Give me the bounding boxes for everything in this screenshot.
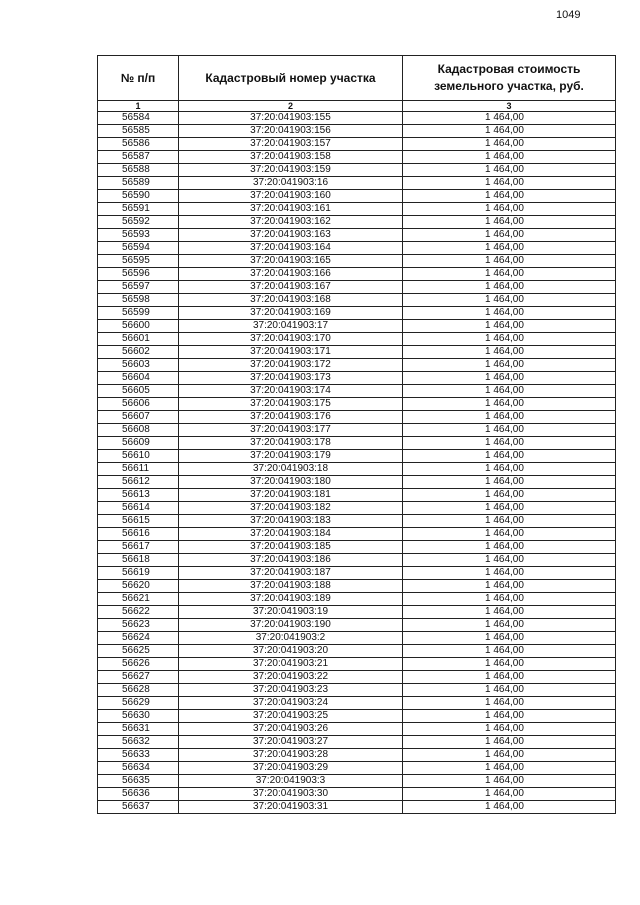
row-number: 56607 <box>98 411 179 424</box>
table-row <box>98 320 616 333</box>
table-row <box>98 203 616 216</box>
header-cadastral-value: Кадастровая стоимость земельного участка, руб. <box>403 56 616 101</box>
row-number: 56599 <box>98 307 179 320</box>
cadastral-value: 1 464,00 <box>403 463 616 476</box>
cadastral-number: 37:20:041903:162 <box>179 216 403 229</box>
row-number: 56589 <box>98 177 179 190</box>
row-number: 56616 <box>98 528 179 541</box>
table-row <box>98 346 616 359</box>
cadastral-number: 37:20:041903:2 <box>179 632 403 645</box>
cadastral-number: 37:20:041903:16 <box>179 177 403 190</box>
cadastral-number: 37:20:041903:187 <box>179 567 403 580</box>
row-number: 56629 <box>98 697 179 710</box>
table-row <box>98 190 616 203</box>
cadastral-value: 1 464,00 <box>403 385 616 398</box>
row-number: 56605 <box>98 385 179 398</box>
row-number: 56593 <box>98 229 179 242</box>
table-row <box>98 593 616 606</box>
cadastral-number: 37:20:041903:161 <box>179 203 403 216</box>
cadastral-value: 1 464,00 <box>403 541 616 554</box>
row-number: 56588 <box>98 164 179 177</box>
cadastral-number: 37:20:041903:189 <box>179 593 403 606</box>
row-number: 56621 <box>98 593 179 606</box>
cadastral-value: 1 464,00 <box>403 606 616 619</box>
table-row <box>98 528 616 541</box>
cadastral-number: 37:20:041903:23 <box>179 684 403 697</box>
cadastral-number: 37:20:041903:168 <box>179 294 403 307</box>
column-number: 1 <box>98 101 179 112</box>
table-row <box>98 697 616 710</box>
row-number: 56620 <box>98 580 179 593</box>
row-number: 56584 <box>98 112 179 125</box>
cadastral-value: 1 464,00 <box>403 710 616 723</box>
table-row <box>98 684 616 697</box>
cadastral-number: 37:20:041903:177 <box>179 424 403 437</box>
cadastral-value: 1 464,00 <box>403 567 616 580</box>
cadastral-value: 1 464,00 <box>403 645 616 658</box>
table-row <box>98 788 616 801</box>
cadastral-value: 1 464,00 <box>403 671 616 684</box>
row-number: 56624 <box>98 632 179 645</box>
cadastral-number: 37:20:041903:28 <box>179 749 403 762</box>
table-row <box>98 515 616 528</box>
row-number: 56615 <box>98 515 179 528</box>
cadastral-value: 1 464,00 <box>403 762 616 775</box>
table-row <box>98 359 616 372</box>
cadastral-number: 37:20:041903:188 <box>179 580 403 593</box>
cadastral-value: 1 464,00 <box>403 125 616 138</box>
row-number: 56591 <box>98 203 179 216</box>
table-row <box>98 658 616 671</box>
cadastral-value: 1 464,00 <box>403 112 616 125</box>
row-number: 56627 <box>98 671 179 684</box>
cadastral-number: 37:20:041903:164 <box>179 242 403 255</box>
table-row <box>98 476 616 489</box>
table-row <box>98 294 616 307</box>
cadastral-value: 1 464,00 <box>403 268 616 281</box>
row-number: 56594 <box>98 242 179 255</box>
row-number: 56608 <box>98 424 179 437</box>
row-number: 56586 <box>98 138 179 151</box>
table-row <box>98 463 616 476</box>
cadastral-value: 1 464,00 <box>403 320 616 333</box>
row-number: 56587 <box>98 151 179 164</box>
cadastral-number: 37:20:041903:185 <box>179 541 403 554</box>
cadastral-value: 1 464,00 <box>403 411 616 424</box>
cadastral-value: 1 464,00 <box>403 216 616 229</box>
table-row <box>98 281 616 294</box>
table-row <box>98 411 616 424</box>
cadastral-value: 1 464,00 <box>403 450 616 463</box>
row-number: 56633 <box>98 749 179 762</box>
cadastral-value: 1 464,00 <box>403 437 616 450</box>
row-number: 56596 <box>98 268 179 281</box>
cadastral-value: 1 464,00 <box>403 697 616 710</box>
row-number: 56606 <box>98 398 179 411</box>
row-number: 56609 <box>98 437 179 450</box>
cadastral-number: 37:20:041903:172 <box>179 359 403 372</box>
row-number: 56622 <box>98 606 179 619</box>
row-number: 56631 <box>98 723 179 736</box>
cadastral-value: 1 464,00 <box>403 177 616 190</box>
row-number: 56635 <box>98 775 179 788</box>
cadastral-number: 37:20:041903:3 <box>179 775 403 788</box>
cadastral-number: 37:20:041903:29 <box>179 762 403 775</box>
cadastral-number: 37:20:041903:178 <box>179 437 403 450</box>
cadastral-value: 1 464,00 <box>403 242 616 255</box>
table-row <box>98 736 616 749</box>
cadastral-number: 37:20:041903:190 <box>179 619 403 632</box>
row-number: 56628 <box>98 684 179 697</box>
table-row <box>98 775 616 788</box>
row-number: 56632 <box>98 736 179 749</box>
cadastral-value: 1 464,00 <box>403 554 616 567</box>
cadastral-value: 1 464,00 <box>403 307 616 320</box>
table-row <box>98 164 616 177</box>
header-row <box>98 56 616 101</box>
cadastral-number: 37:20:041903:182 <box>179 502 403 515</box>
cadastral-number: 37:20:041903:183 <box>179 515 403 528</box>
table-row <box>98 710 616 723</box>
table-row <box>98 437 616 450</box>
row-number: 56610 <box>98 450 179 463</box>
table-row <box>98 489 616 502</box>
cadastral-number: 37:20:041903:171 <box>179 346 403 359</box>
row-number: 56614 <box>98 502 179 515</box>
cadastral-value: 1 464,00 <box>403 580 616 593</box>
row-number: 56637 <box>98 801 179 814</box>
cadastral-value: 1 464,00 <box>403 229 616 242</box>
cadastral-value: 1 464,00 <box>403 476 616 489</box>
table-row <box>98 671 616 684</box>
row-number: 56625 <box>98 645 179 658</box>
table-row <box>98 645 616 658</box>
table-row <box>98 138 616 151</box>
cadastral-number: 37:20:041903:22 <box>179 671 403 684</box>
cadastral-number: 37:20:041903:20 <box>179 645 403 658</box>
cadastral-value: 1 464,00 <box>403 255 616 268</box>
cadastral-value: 1 464,00 <box>403 294 616 307</box>
cadastral-number: 37:20:041903:30 <box>179 788 403 801</box>
cadastral-value: 1 464,00 <box>403 515 616 528</box>
row-number: 56598 <box>98 294 179 307</box>
cadastral-number: 37:20:041903:18 <box>179 463 403 476</box>
cadastral-number: 37:20:041903:167 <box>179 281 403 294</box>
cadastral-value: 1 464,00 <box>403 619 616 632</box>
table-row <box>98 268 616 281</box>
table-row <box>98 216 616 229</box>
cadastral-number: 37:20:041903:175 <box>179 398 403 411</box>
column-number-row <box>98 101 616 112</box>
cadastral-value: 1 464,00 <box>403 749 616 762</box>
cadastral-number: 37:20:041903:176 <box>179 411 403 424</box>
cadastral-number: 37:20:041903:157 <box>179 138 403 151</box>
cadastral-number: 37:20:041903:158 <box>179 151 403 164</box>
table-row <box>98 177 616 190</box>
column-number: 2 <box>179 101 403 112</box>
cadastral-value: 1 464,00 <box>403 502 616 515</box>
cadastral-number: 37:20:041903:24 <box>179 697 403 710</box>
cadastral-number: 37:20:041903:165 <box>179 255 403 268</box>
cadastral-number: 37:20:041903:166 <box>179 268 403 281</box>
table-row <box>98 450 616 463</box>
table-row <box>98 580 616 593</box>
row-number: 56590 <box>98 190 179 203</box>
cadastral-number: 37:20:041903:170 <box>179 333 403 346</box>
cadastral-value: 1 464,00 <box>403 346 616 359</box>
table-row <box>98 762 616 775</box>
table-row <box>98 112 616 125</box>
cadastral-value: 1 464,00 <box>403 424 616 437</box>
cadastral-value: 1 464,00 <box>403 190 616 203</box>
table-row <box>98 398 616 411</box>
row-number: 56636 <box>98 788 179 801</box>
cadastral-value: 1 464,00 <box>403 788 616 801</box>
cadastral-value: 1 464,00 <box>403 528 616 541</box>
table-row <box>98 125 616 138</box>
header-cadastral-number: Кадастровый номер участка <box>179 56 403 101</box>
cadastral-number: 37:20:041903:180 <box>179 476 403 489</box>
cadastral-number: 37:20:041903:17 <box>179 320 403 333</box>
row-number: 56617 <box>98 541 179 554</box>
cadastral-value: 1 464,00 <box>403 333 616 346</box>
table-row <box>98 151 616 164</box>
cadastral-value: 1 464,00 <box>403 684 616 697</box>
row-number: 56604 <box>98 372 179 385</box>
cadastral-value: 1 464,00 <box>403 281 616 294</box>
row-number: 56619 <box>98 567 179 580</box>
row-number: 56630 <box>98 710 179 723</box>
table-row <box>98 723 616 736</box>
table-row <box>98 229 616 242</box>
cadastral-number: 37:20:041903:21 <box>179 658 403 671</box>
cadastral-number: 37:20:041903:169 <box>179 307 403 320</box>
cadastral-value: 1 464,00 <box>403 359 616 372</box>
cadastral-number: 37:20:041903:155 <box>179 112 403 125</box>
table-row <box>98 424 616 437</box>
row-number: 56611 <box>98 463 179 476</box>
table-row <box>98 567 616 580</box>
cadastral-value: 1 464,00 <box>403 736 616 749</box>
row-number: 56597 <box>98 281 179 294</box>
cadastral-value: 1 464,00 <box>403 632 616 645</box>
table-row <box>98 749 616 762</box>
cadastral-number: 37:20:041903:159 <box>179 164 403 177</box>
cadastral-number: 37:20:041903:25 <box>179 710 403 723</box>
cadastral-number: 37:20:041903:163 <box>179 229 403 242</box>
row-number: 56603 <box>98 359 179 372</box>
row-number: 56618 <box>98 554 179 567</box>
row-number: 56623 <box>98 619 179 632</box>
column-number: 3 <box>403 101 616 112</box>
table-row <box>98 255 616 268</box>
cadastral-number: 37:20:041903:174 <box>179 385 403 398</box>
row-number: 56600 <box>98 320 179 333</box>
table-row <box>98 242 616 255</box>
page-number: 1049 <box>556 9 581 21</box>
row-number: 56595 <box>98 255 179 268</box>
cadastral-number: 37:20:041903:26 <box>179 723 403 736</box>
table-row <box>98 307 616 320</box>
cadastral-value: 1 464,00 <box>403 801 616 814</box>
row-number: 56585 <box>98 125 179 138</box>
cadastral-number: 37:20:041903:173 <box>179 372 403 385</box>
cadastral-value: 1 464,00 <box>403 138 616 151</box>
cadastral-value: 1 464,00 <box>403 723 616 736</box>
cadastral-number: 37:20:041903:184 <box>179 528 403 541</box>
cadastral-number: 37:20:041903:160 <box>179 190 403 203</box>
cadastral-value: 1 464,00 <box>403 775 616 788</box>
table-row <box>98 606 616 619</box>
cadastral-number: 37:20:041903:186 <box>179 554 403 567</box>
cadastral-value: 1 464,00 <box>403 203 616 216</box>
cadastral-value: 1 464,00 <box>403 164 616 177</box>
cadastral-number: 37:20:041903:181 <box>179 489 403 502</box>
cadastral-table <box>97 55 616 814</box>
table-row <box>98 541 616 554</box>
cadastral-number: 37:20:041903:179 <box>179 450 403 463</box>
cadastral-value: 1 464,00 <box>403 489 616 502</box>
table-row <box>98 385 616 398</box>
table-row <box>98 801 616 814</box>
table-row <box>98 502 616 515</box>
row-number: 56612 <box>98 476 179 489</box>
row-number: 56613 <box>98 489 179 502</box>
cadastral-value: 1 464,00 <box>403 398 616 411</box>
table-row <box>98 333 616 346</box>
cadastral-number: 37:20:041903:27 <box>179 736 403 749</box>
header-number: № п/п <box>98 56 179 101</box>
cadastral-number: 37:20:041903:19 <box>179 606 403 619</box>
cadastral-value: 1 464,00 <box>403 658 616 671</box>
cadastral-number: 37:20:041903:31 <box>179 801 403 814</box>
row-number: 56592 <box>98 216 179 229</box>
row-number: 56602 <box>98 346 179 359</box>
row-number: 56634 <box>98 762 179 775</box>
cadastral-number: 37:20:041903:156 <box>179 125 403 138</box>
table-row <box>98 619 616 632</box>
cadastral-value: 1 464,00 <box>403 151 616 164</box>
cadastral-value: 1 464,00 <box>403 593 616 606</box>
table-row <box>98 372 616 385</box>
row-number: 56601 <box>98 333 179 346</box>
table-row <box>98 554 616 567</box>
row-number: 56626 <box>98 658 179 671</box>
table-row <box>98 632 616 645</box>
cadastral-value: 1 464,00 <box>403 372 616 385</box>
